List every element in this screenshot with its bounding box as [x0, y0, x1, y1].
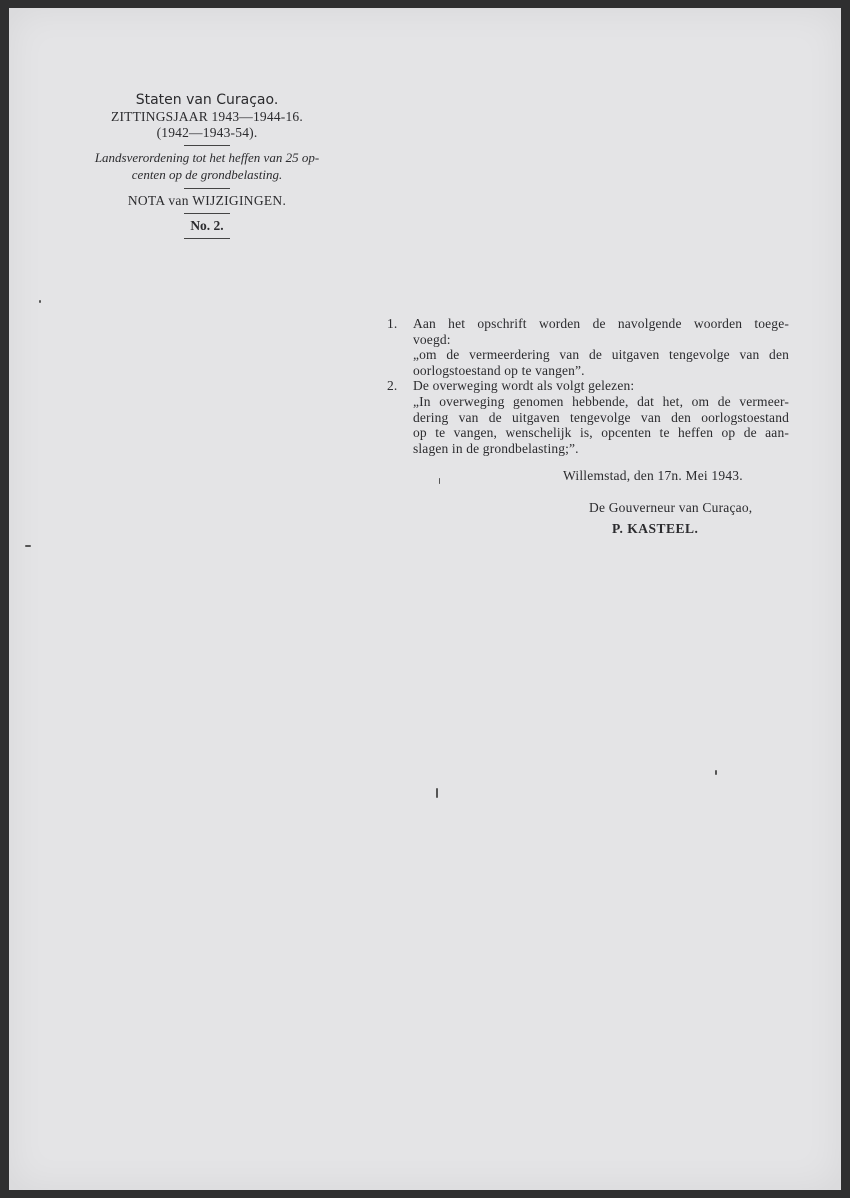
divider [184, 145, 230, 146]
document-number: No. 2. [190, 218, 224, 234]
subject-line-1: Landsverordening tot het heffen van 25 op- [94, 150, 320, 166]
paper-speck [715, 770, 717, 775]
session-sub-line: (1942—1943-54). [156, 124, 258, 140]
paper-speck [39, 300, 41, 303]
subject-line-2: centen op de grondbelasting. [131, 167, 283, 183]
item-line: oorlogstoestand op te vangen”. [413, 362, 585, 378]
document-header [57, 92, 357, 243]
document-page [9, 8, 841, 1190]
divider [184, 213, 230, 214]
item-line: dering van de uitgaven tengevolge van den oorlogstoestand [413, 409, 789, 425]
place-date: Willemstad, den 17n. Mei 1943. [563, 468, 743, 483]
amendment-item-1 [383, 316, 789, 378]
paper-speck [25, 545, 31, 547]
item-number: 2. [387, 378, 398, 394]
governor-title: De Gouverneur van Curaçao, [589, 500, 753, 515]
item-line: voegd: [413, 331, 451, 347]
item-line: „In overweging genomen hebbende, dat het, om de vermeer- [413, 393, 789, 409]
item-line: Aan het opschrift worden de navolgende woorden toege- [413, 316, 789, 331]
item-line: „om de vermeerdering van de uitgaven tengevolge van den [413, 347, 789, 363]
item-line: op te vangen, wenschelijk is, opcenten te heffen op de aan- [413, 425, 789, 441]
amendment-item-2 [383, 378, 789, 456]
paper-speck [436, 788, 438, 798]
item-text [413, 378, 789, 456]
item-text [413, 316, 789, 378]
note-title: NOTA van WIJZIGINGEN. [127, 192, 287, 208]
item-line: De overweging wordt als volgt gelezen: [413, 378, 635, 394]
divider [184, 188, 230, 189]
amendments-body [383, 316, 789, 456]
divider [184, 238, 230, 239]
item-number: 1. [387, 316, 398, 331]
signature-name: P. KASTEEL. [612, 521, 699, 536]
document-title: Staten van Curaçao. [135, 92, 279, 108]
paper-speck [439, 478, 440, 484]
session-line: ZITTINGSJAAR 1943—1944-16. [111, 108, 303, 124]
item-line: slagen in de grondbelasting;”. [413, 440, 579, 456]
